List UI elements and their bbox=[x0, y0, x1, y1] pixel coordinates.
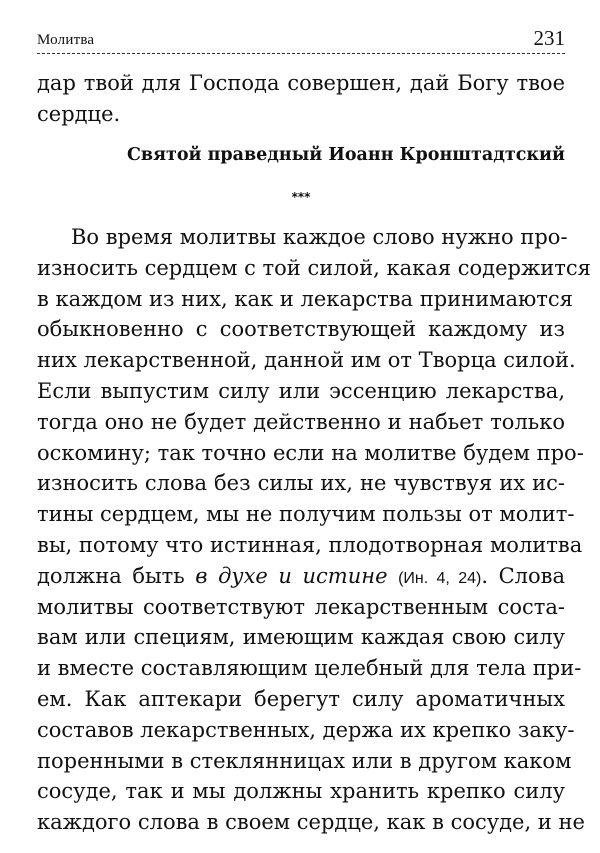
running-head bbox=[37, 24, 565, 52]
text-line-with-citation bbox=[37, 561, 565, 592]
text-line: оскомину; так точно если на молитве будем про- bbox=[37, 440, 584, 465]
text-line: поренными в стеклянницах или в другом каком bbox=[37, 748, 572, 773]
text-line: дар твой для Господа совершен, дай Богу твое bbox=[37, 71, 565, 95]
page-number: 231 bbox=[533, 26, 565, 50]
text-line: износить сердцем с той силой, какая содержится bbox=[37, 255, 591, 280]
text-line: каждого слова в своем сердце, как в сосуде, и не bbox=[37, 810, 585, 835]
text-line: сосуде, так и мы должны хранить крепко силу bbox=[37, 779, 565, 804]
text-line: ем. Как аптекари берегут силу ароматичных bbox=[37, 687, 565, 711]
text-line: и вместе составляющим целебный для тела при- bbox=[37, 656, 582, 681]
chapter-title: Молитва bbox=[37, 32, 95, 48]
section-separator: *** bbox=[291, 190, 311, 204]
attribution: Святой праведный Иоанн Кронштадтский bbox=[126, 145, 565, 165]
text-line: составов лекарственных, держа их крепко заку- bbox=[37, 717, 575, 742]
text-line: вам или специям, имеющим каждая свою силу bbox=[37, 625, 565, 650]
text-line: молитвы соответствуют лекарственным соста- bbox=[37, 594, 565, 619]
text-line: тины сердцем, мы не получим пользы от молит- bbox=[37, 502, 575, 527]
text-line: сердце. bbox=[37, 101, 121, 126]
italic-quote: в духе и истине bbox=[195, 563, 388, 588]
scripture-reference: (Ин. 4, 24) bbox=[398, 569, 482, 587]
space bbox=[388, 564, 399, 588]
text-line: Во время молитвы каждое слово нужно про- bbox=[71, 225, 568, 249]
text-line: вы, потому что истинная, плодотворная молитва bbox=[37, 533, 583, 557]
header-rule bbox=[37, 53, 565, 54]
text-run: . Слова bbox=[481, 563, 565, 588]
text-line: износить слова без силы их, не чувствуя их ис- bbox=[37, 471, 565, 496]
text-line: обыкновенно с соответствующей каждому из bbox=[37, 317, 565, 342]
text-line: них лекарственной, данной им от Творца силой. bbox=[37, 348, 576, 373]
text-run: должна быть bbox=[37, 563, 196, 588]
text-line: Если выпустим силу или эссенцию лекарства, bbox=[37, 379, 565, 403]
text-line: тогда оно не будет действенно и набьет только bbox=[37, 409, 565, 434]
text-line: в каждом из них, как и лекарства принимаются bbox=[37, 286, 573, 311]
